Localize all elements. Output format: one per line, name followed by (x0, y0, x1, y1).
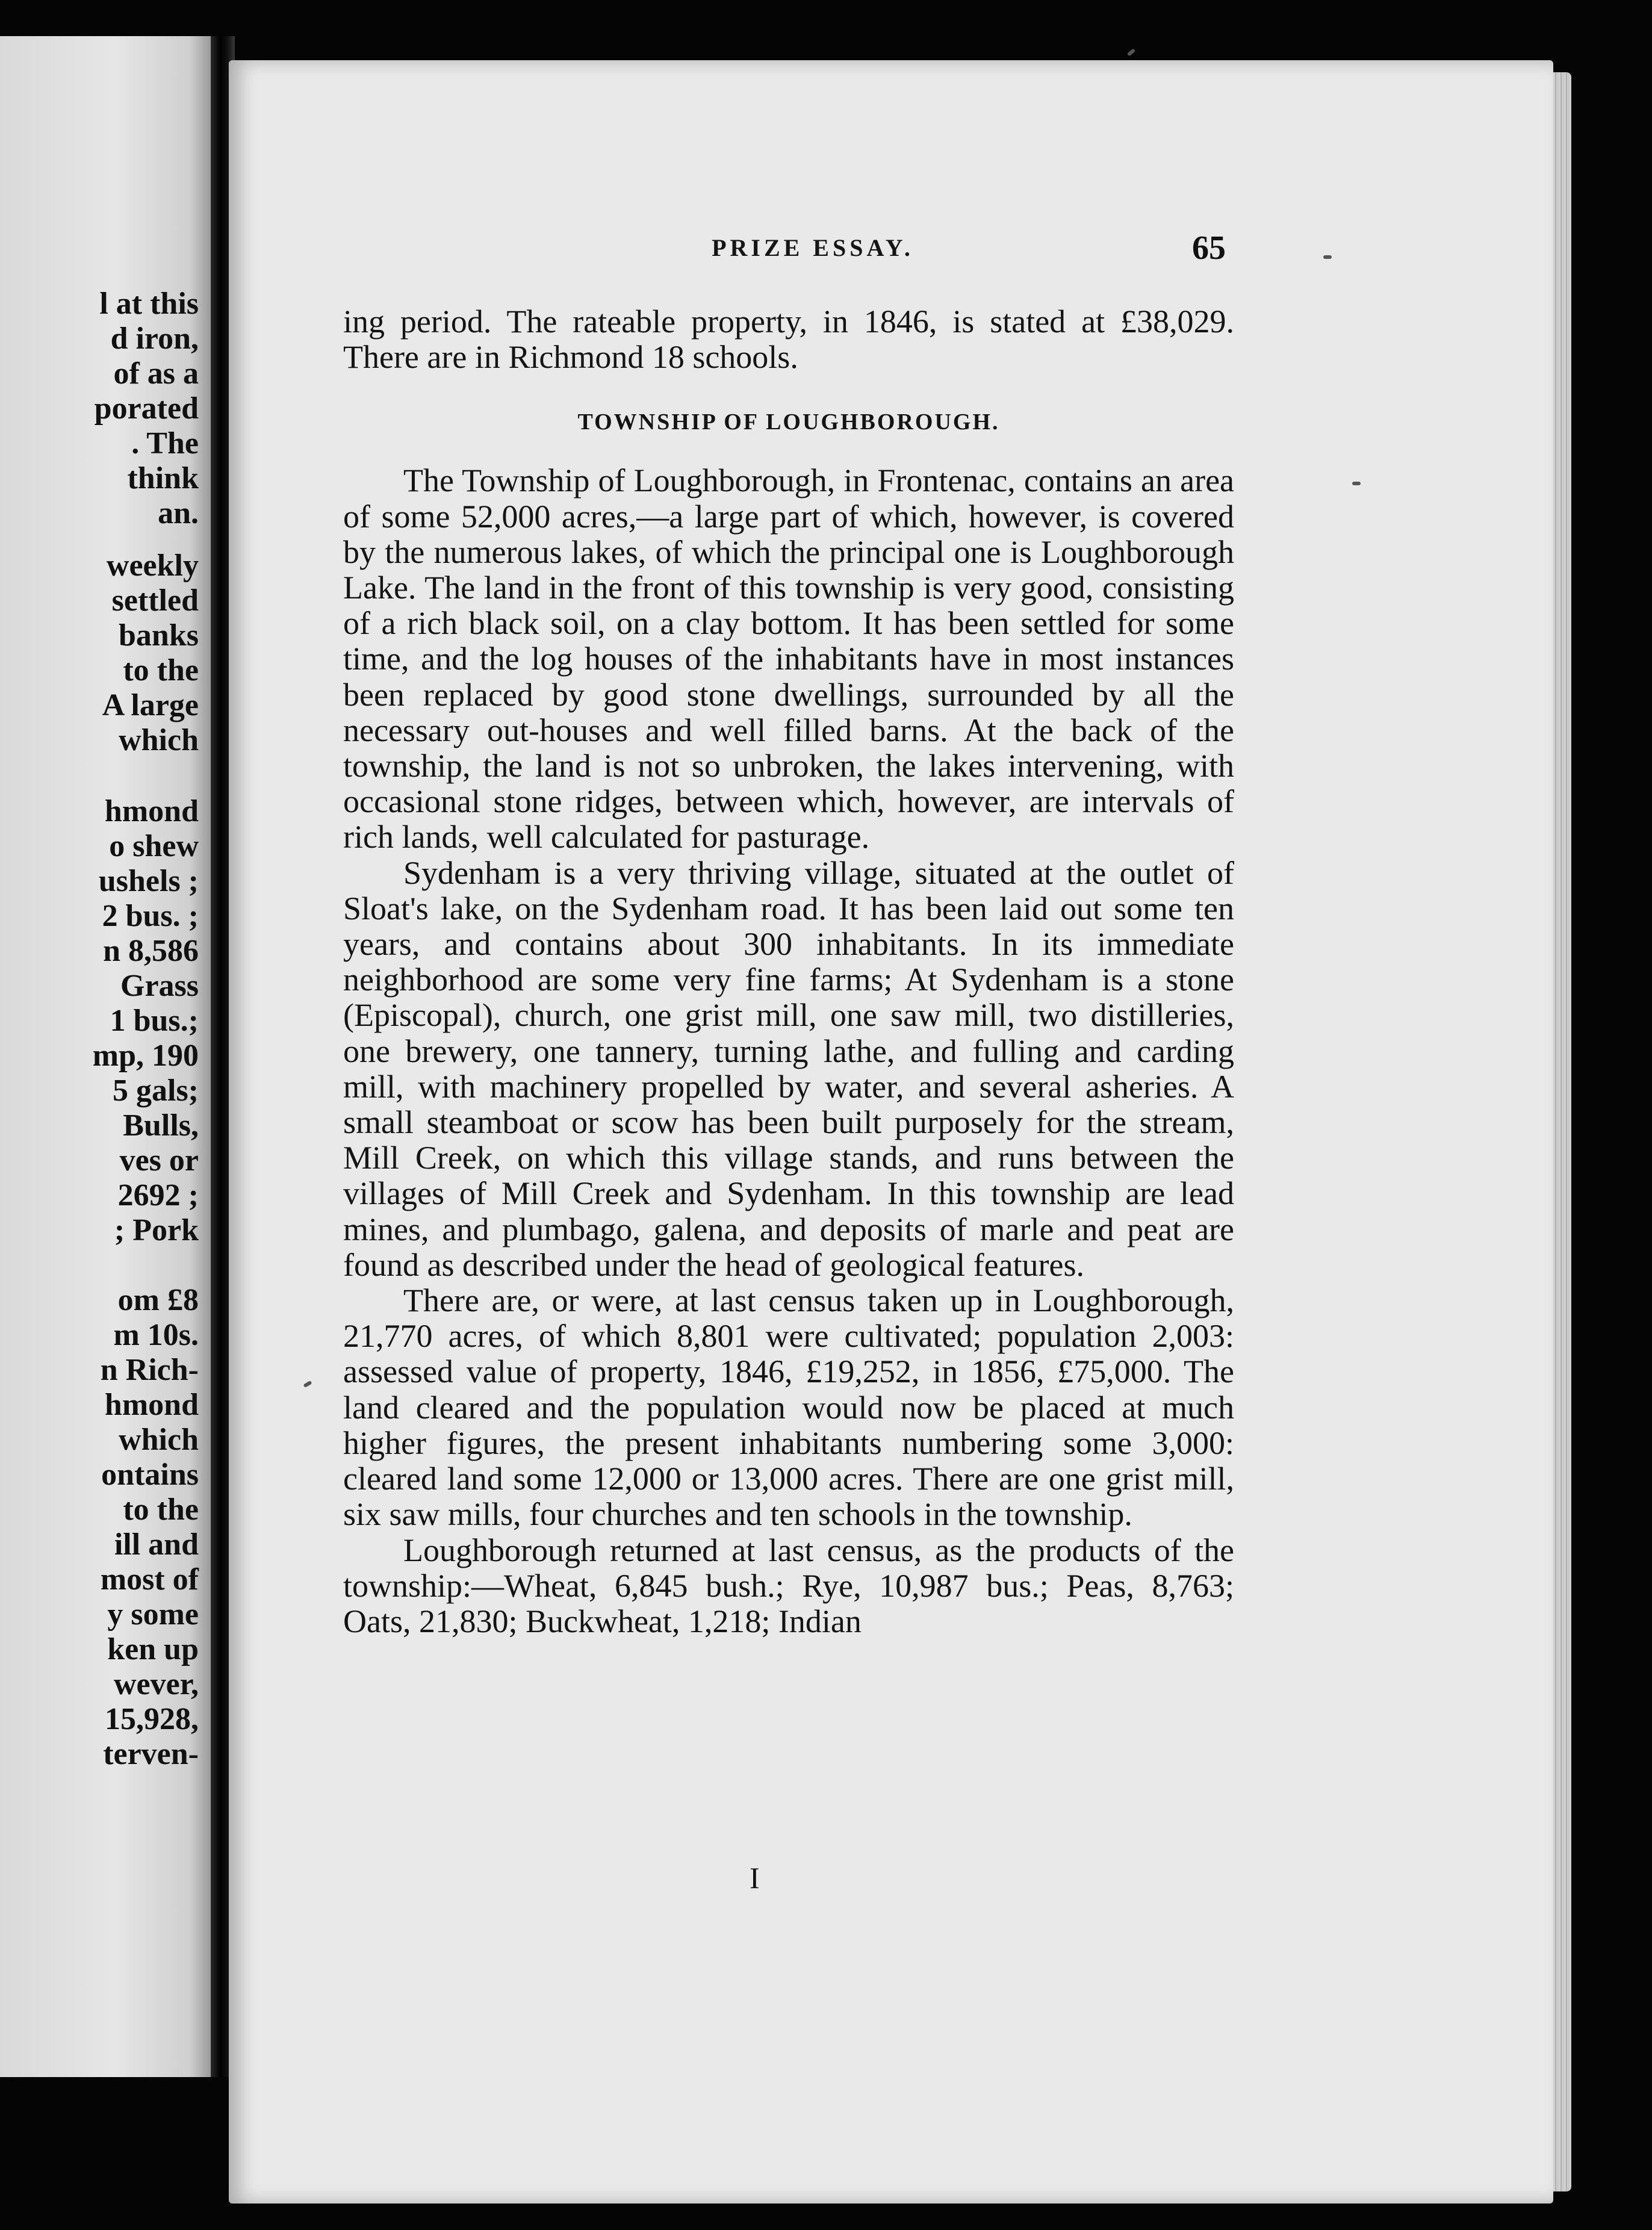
left-page-line: Grass (120, 969, 199, 1003)
left-page-fragment (0, 36, 211, 2077)
left-page-line: banks (119, 618, 199, 653)
left-page-line: think (127, 461, 199, 495)
left-page-line: which (119, 1423, 199, 1457)
left-page-line: Bulls, (123, 1108, 199, 1143)
left-page-line: ontains (101, 1458, 199, 1492)
paragraph: The Township of Loughborough, in Frontenac, contains an area of some 52,000 acres,—a large part of which, however, is covered by the numerous lakes, of which the principal one is Loughborough Lake. The land in the front of this township is very good, consisting of a rich black soil, on a clay bottom. It has been settled for some time, and the log houses of the inhabitants have in most instances been replaced by good stone dwellings, surrounded by all the necessary out-houses and well filled barns. At the back of the township, the land is not so unbroken, the lakes intervening, with occasional stone ridges, between which, however, are intervals of rich lands, well calculated for pasturage. (343, 462, 1234, 856)
left-page-line: ushels ; (98, 864, 199, 898)
left-page-line: 2 bus. ; (102, 899, 199, 933)
left-page-line: m 10s. (113, 1318, 199, 1352)
continuation-paragraph: ing period. The rateable property, in 1846, is stated at £38,029. There are in Richmond 18 schools. (343, 303, 1234, 376)
left-page-line: om £8 (117, 1283, 199, 1317)
paragraph: There are, or were, at last census taken up in Loughborough, 21,770 acres, of which 8,801 were cultivated; population 2,003: assessed value of property, 1846, £19,252, in 1856, £75,000. The land cleared and the population would now be placed at much higher figures, the present inhabitants numbering some 3,000: cleared land some 12,000 or 13,000 acres. There are one grist mill, six saw mills, four churches and ten schools in the township. (343, 1282, 1234, 1533)
signature-mark: I (750, 1861, 760, 1895)
left-page-line: of as a (113, 356, 199, 391)
left-page-line: o shew (109, 829, 199, 863)
left-page-line: to the (123, 1492, 199, 1527)
running-head: PRIZE ESSAY. (712, 234, 914, 261)
left-page-line: most of (100, 1562, 199, 1597)
scan-speck (1323, 255, 1332, 259)
left-page-line: hmond (104, 794, 199, 828)
left-page-line: porated (94, 391, 199, 426)
left-page-line: ; Pork (114, 1213, 199, 1247)
left-page-line: ves or (119, 1143, 199, 1178)
body-text (343, 304, 1234, 1639)
left-page-line: settled (111, 583, 199, 618)
left-page-line: terven- (103, 1737, 199, 1771)
left-page-line: y some (107, 1597, 199, 1632)
left-page-line: 1 bus.; (110, 1004, 199, 1038)
scan-speck (1352, 482, 1361, 485)
left-page-line: an. (158, 496, 199, 530)
left-page-line: weekly (106, 548, 199, 583)
left-page-line: n 8,586 (103, 934, 199, 968)
left-page-line: ken up (107, 1632, 199, 1666)
left-page-line: n Rich- (100, 1353, 199, 1387)
page-number: 65 (1192, 229, 1226, 267)
left-page-line: d iron, (110, 321, 199, 356)
left-page-line: 2692 ; (117, 1178, 199, 1213)
left-page-line: mp, 190 (92, 1039, 199, 1073)
left-page-line: 5 gals; (113, 1073, 199, 1108)
scan-speck (1127, 48, 1136, 57)
left-page-line: 15,928, (105, 1702, 199, 1736)
paragraph: Loughborough returned at last census, as the products of the township:—Wheat, 6,845 bush.; Rye, 10,987 bus.; Peas, 8,763; Oats, 21,830; Buckwheat, 1,218; Indian (343, 1532, 1234, 1639)
section-title: TOWNSHIP OF LOUGHBOROUGH. (577, 409, 1000, 435)
left-page-line: . The (131, 426, 199, 461)
left-page-line: hmond (104, 1388, 199, 1422)
left-page-line: l at this (99, 287, 199, 321)
left-page-line: which (119, 723, 199, 757)
left-page-line: ill and (114, 1527, 199, 1562)
left-page-line: to the (123, 653, 199, 688)
paragraph: Sydenham is a very thriving village, situated at the outlet of Sloat's lake, on the Sydenham road. It has been laid out some ten years, and contains about 300 inhabitants. In its immediate neighborhood are some very fine farms; At Sydenham is a stone (Episcopal), church, one grist mill, one saw mill, two distilleries, one brewery, one tannery, turning lathe, and fulling and carding mill, with machinery propelled by water, and several asheries. A small steamboat or scow has been built purposely for the stream, Mill Creek, on which this village stands, and runs between the villages of Mill Creek and Sydenham. In this township are lead mines, and plumbago, galena, and deposits of marle and peat are found as described under the head of geological features. (343, 854, 1234, 1283)
left-page-line: A large (102, 688, 199, 722)
left-page-line: wever, (113, 1667, 199, 1701)
